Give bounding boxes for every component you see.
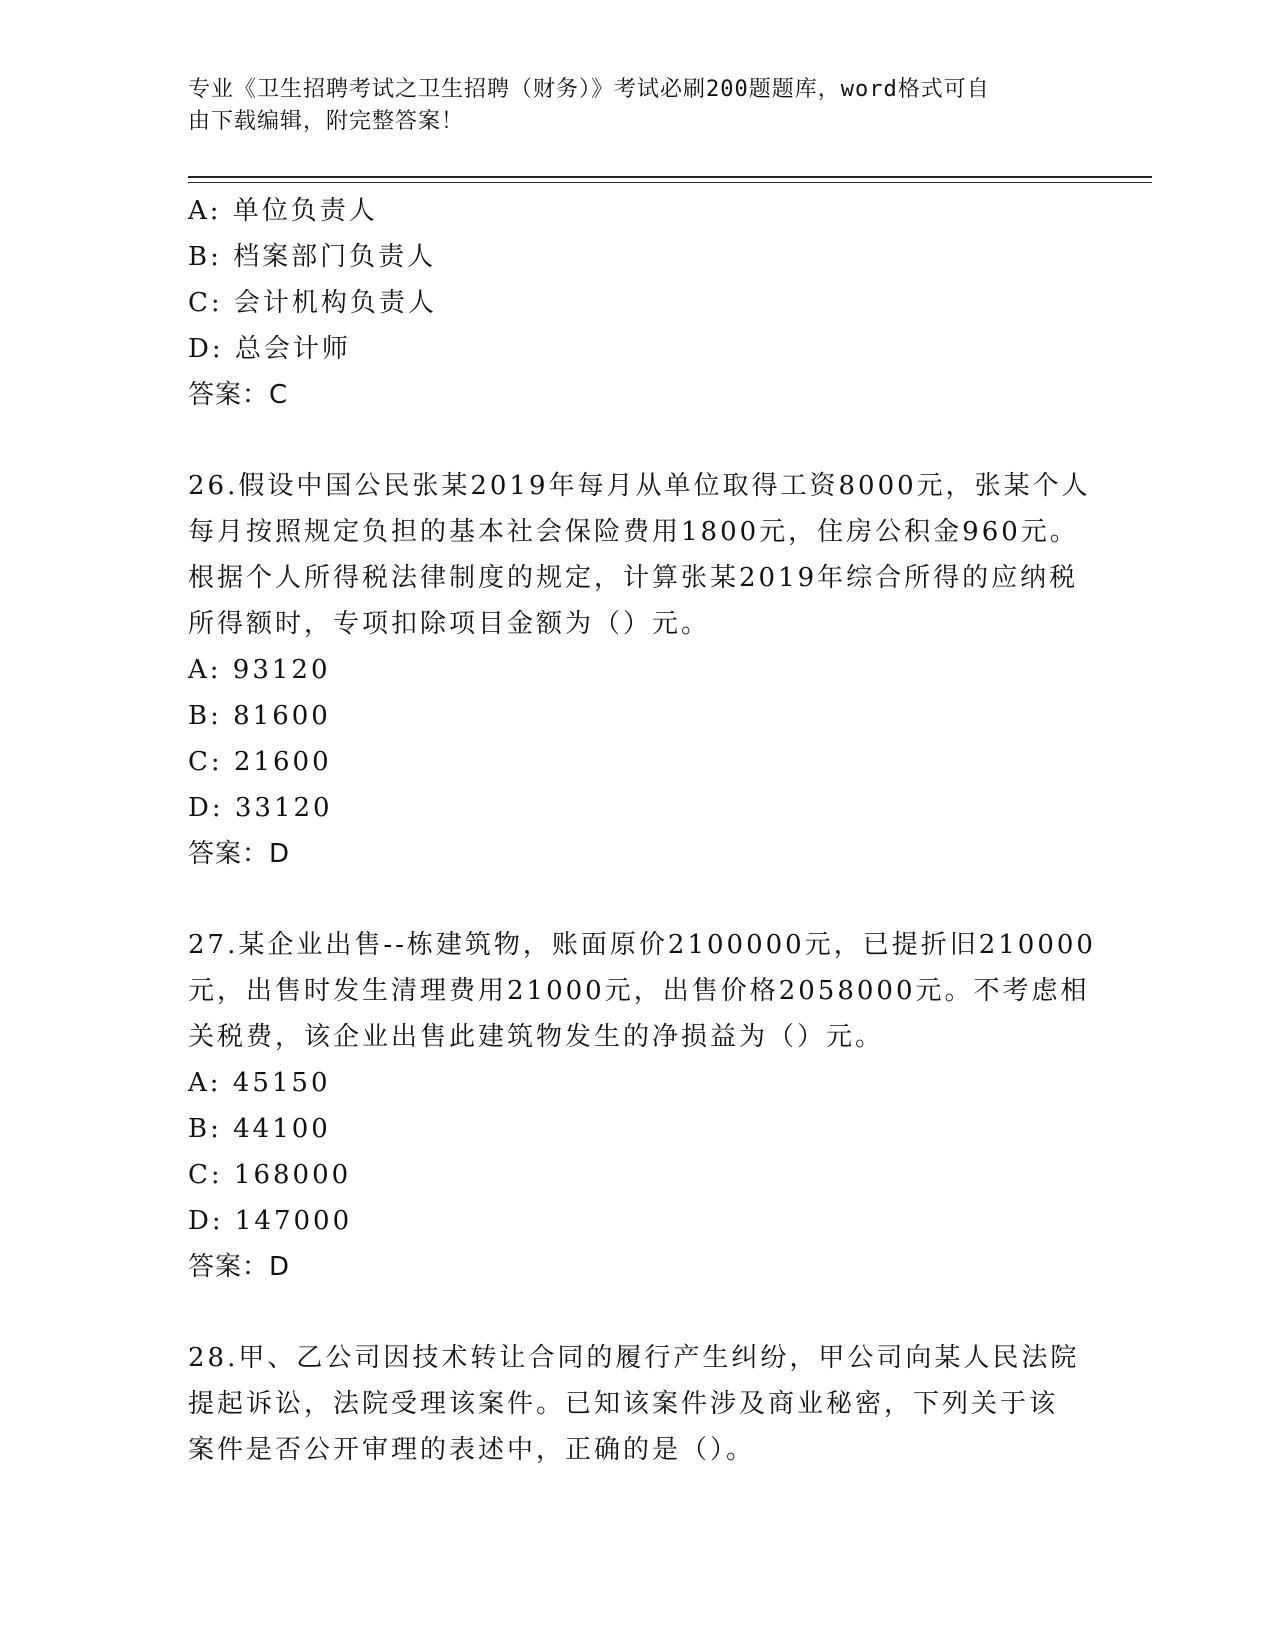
question-spacer — [188, 1290, 1088, 1335]
question-26-stem-line-4: 所得额时，专项扣除项目金额为（）元。 — [188, 609, 711, 639]
question-list — [188, 188, 1096, 1473]
question-25-block — [188, 188, 1088, 418]
question-25-option-b: B: 档案部门负责人 — [188, 242, 437, 272]
question-25-option-c: C: 会计机构负责人 — [188, 288, 437, 318]
question-27-option-d: D: 147000 — [188, 1206, 353, 1236]
question-27-stem-line-3: 关税费，该企业出售此建筑物发生的净损益为（）元。 — [188, 1022, 885, 1052]
question-25-option-d: D: 总会计师 — [188, 334, 351, 364]
question-27-option-a: A: 45150 — [188, 1068, 331, 1098]
header-rule-thick — [188, 176, 1152, 178]
question-27-answer: 答案：D — [188, 1252, 291, 1282]
question-26-option-b: B: 81600 — [188, 701, 331, 731]
question-28-stem-line-2: 提起诉讼，法院受理该案件。已知该案件涉及商业秘密，下列关于该 — [188, 1389, 1059, 1419]
question-26-stem-line-1: 26.假设中国公民张某2019年每月从单位取得工资8000元，张某个人 — [188, 471, 1091, 501]
question-26-option-d: D: 33120 — [188, 793, 333, 823]
question-26-stem-line-2: 每月按照规定负担的基本社会保险费用1800元，住房公积金960元。 — [188, 517, 1079, 547]
question-25-option-a: A: 单位负责人 — [188, 196, 378, 226]
question-25-answer: 答案：C — [188, 380, 289, 410]
question-27-stem-line-2: 元，出售时发生清理费用21000元，出售价格2058000元。不考虑相 — [188, 976, 1090, 1006]
question-26-stem-line-3: 根据个人所得税法律制度的规定，计算张某2019年综合所得的应纳税 — [188, 563, 1079, 593]
question-26-option-a: A: 93120 — [188, 655, 331, 685]
header-rule-thin — [188, 182, 1152, 183]
document-header — [188, 74, 1068, 138]
question-27-option-b: B: 44100 — [188, 1114, 331, 1144]
question-26-block — [188, 463, 1091, 877]
question-27-option-c: C: 168000 — [188, 1160, 352, 1190]
question-28-block — [188, 1335, 1088, 1473]
question-spacer — [188, 877, 1088, 922]
question-28-stem-line-3: 案件是否公开审理的表述中，正确的是（）。 — [188, 1435, 756, 1465]
header-line-1: 专业《卫生招聘考试之卫生招聘（财务）》考试必刷200题题库，word格式可自 — [188, 77, 990, 102]
header-line-2: 由下载编辑，附完整答案！ — [188, 109, 465, 134]
question-26-option-c: C: 21600 — [188, 747, 332, 777]
question-26-answer: 答案：D — [188, 839, 291, 869]
question-spacer — [188, 418, 1088, 463]
question-27-block — [188, 922, 1096, 1290]
question-28-stem-line-1: 28.甲、乙公司因技术转让合同的履行产生纠纷，甲公司向某人民法院 — [188, 1343, 1080, 1373]
question-27-stem-line-1: 27.某企业出售--栋建筑物，账面原价2100000元，已提折旧210000 — [188, 930, 1096, 960]
